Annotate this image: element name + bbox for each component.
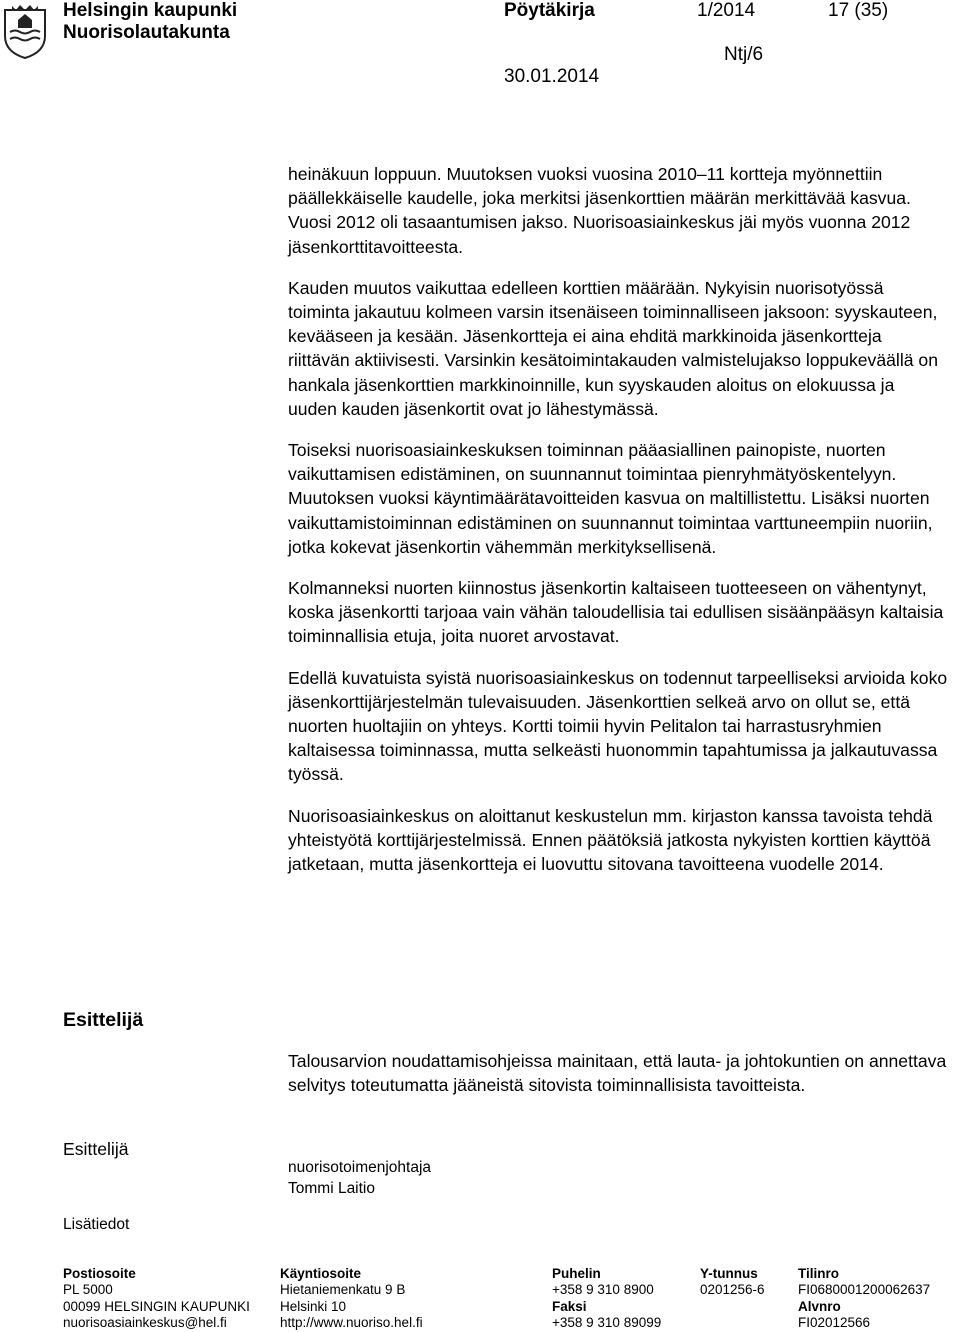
paragraph: Nuorisoasiainkeskus on aloittanut keskustelun mm. kirjaston kanssa tavoista tehdä yhteistyötä korttijärjestelmissä. Ennen päätöksiä jatkosta nykyisten korttien käyttöä jatketaan, mutta jäsenkortteja ei luovuttu sitovana tavoitteena vuodelle 2014. bbox=[288, 805, 933, 875]
section-code: Ntj/6 bbox=[724, 44, 764, 65]
paragraph: Toiseksi nuorisoasiainkeskuksen toiminnan pääasiallinen painopiste, nuorten vaikuttamisen edistäminen, on suunnannut toimintaa pienryhmätyöskentelyyn. Muutoksen vuoksi käyntimäärätavoitteiden kasvua on maltillistettu. Lisäksi nuorten vaikuttamistoiminnan edistäminen on suunnannut toimintaa varttuneempiin nuoriin, jotka kokevat jäsenkortin vähemmän merkityksellisenä. bbox=[288, 440, 933, 557]
footer-bank bbox=[798, 1266, 930, 1331]
proposal-text: Talousarvion noudattamisohjeissa mainitaan, että lauta- ja johtokuntien on annettava selvitys toteutumatta jääneistä sitovista toiminnallisista tavoitteista. bbox=[288, 1051, 947, 1096]
footer-line: 0201256-6 bbox=[700, 1282, 765, 1298]
proposal-label: Esittelijä bbox=[63, 1009, 144, 1031]
document-number: 1/2014 bbox=[697, 0, 756, 21]
presenter-title: nuorisotoimenjohtaja bbox=[288, 1159, 432, 1176]
footer-label: Käyntiosoite bbox=[280, 1266, 362, 1281]
presenter-label: Esittelijä bbox=[63, 1139, 129, 1159]
presenter-name: Tommi Laitio bbox=[288, 1180, 375, 1197]
committee-name: Nuorisolautakunta bbox=[63, 22, 230, 43]
paragraph: Edellä kuvatuista syistä nuorisoasiainkeskus on todennut tarpeelliseksi arvioida koko jäsenkorttijärjestelmän tulevaisuuden. Jäsenkorttien selkeä arvo on ollut se, että nuorten huoltajiin on yhteys. Kortti toimii hyvin Pelitalon tai harrastusryhmien kaltaisessa toiminnassa, mutta selkeästi huonommin tapahtumissa ja jalkautuvassa työssä. bbox=[288, 667, 948, 785]
footer-business-id bbox=[700, 1266, 765, 1299]
footer-label: Puhelin bbox=[552, 1266, 601, 1281]
footer-visit bbox=[280, 1266, 423, 1331]
paragraph: Kolmanneksi nuorten kiinnostus jäsenkortin kaltaiseen tuotteeseen on vähentynyt, koska jäsenkortti tarjoaa vain vähän taloudellisia tai edullisen sisäänpääsyn kaltaisia toiminnallisia etuja, joita nuoret arvostavat. bbox=[288, 578, 944, 647]
meeting-date: 30.01.2014 bbox=[504, 66, 600, 87]
footer-line: FI02012566 bbox=[798, 1314, 871, 1330]
helsinki-crest-icon bbox=[2, 2, 48, 60]
city-name: Helsingin kaupunki bbox=[63, 0, 238, 21]
footer-line: PL 5000 bbox=[63, 1282, 113, 1298]
footer-label: Alvnro bbox=[798, 1298, 841, 1314]
footer-line: Helsinki 10 bbox=[280, 1298, 347, 1314]
footer-phone bbox=[552, 1266, 661, 1331]
footer-line: +358 9 310 8900 bbox=[552, 1282, 654, 1298]
page-number: 17 (35) bbox=[828, 0, 889, 21]
document-type: Pöytäkirja bbox=[504, 0, 595, 21]
footer-postal bbox=[63, 1266, 250, 1331]
footer-label: Postiosoite bbox=[63, 1266, 136, 1281]
footer-email-link[interactable]: nuorisoasiainkeskus@hel.fi bbox=[63, 1314, 227, 1330]
paragraph: Kauden muutos vaikuttaa edelleen korttien määrään. Nykyisin nuorisotyössä toiminta jakautuu kolmeen varsin itsenäiseen toiminnalliseen jaksoon: syyskauteen, kevääseen ja kesään. Jäsenkortteja ei aina ehditä markkinoida jäsenkortteja riittävän aktiivisesti. Varsinkin kesätoimintakauden valmistelujakso loppukeväällä on hankala jäsenkorttien markkinoinnille, kun syyskauden aloitus on elokuussa ja uuden kauden jäsenkortit ovat jo lähestymässä. bbox=[288, 277, 938, 419]
paragraph: heinäkuun loppuun. Muutoksen vuoksi vuosina 2010–11 kortteja myönnettiin päällekkäiselle kaudelle, joka merkitsi jäsenkorttien määrän merkittävää kasvua. Vuosi 2012 oli tasaantumisen jakso. Nuorisoasiainkeskus jäi myös vuonna 2012 jäsenkorttitavoitteesta. bbox=[288, 164, 911, 257]
footer-website-link[interactable]: http://www.nuoriso.hel.fi bbox=[280, 1314, 423, 1330]
footer-label: Faksi bbox=[552, 1298, 587, 1314]
footer-line: 00099 HELSINGIN KAUPUNKI bbox=[63, 1298, 250, 1314]
info-label: Lisätiedot bbox=[63, 1216, 130, 1233]
main-body bbox=[288, 162, 948, 876]
footer-label: Tilinro bbox=[798, 1266, 840, 1281]
footer-line: +358 9 310 89099 bbox=[552, 1314, 662, 1330]
footer-line: Hietaniemenkatu 9 B bbox=[280, 1282, 406, 1298]
footer-line: FI0680001200062637 bbox=[798, 1282, 931, 1298]
footer-label: Y-tunnus bbox=[700, 1266, 758, 1281]
